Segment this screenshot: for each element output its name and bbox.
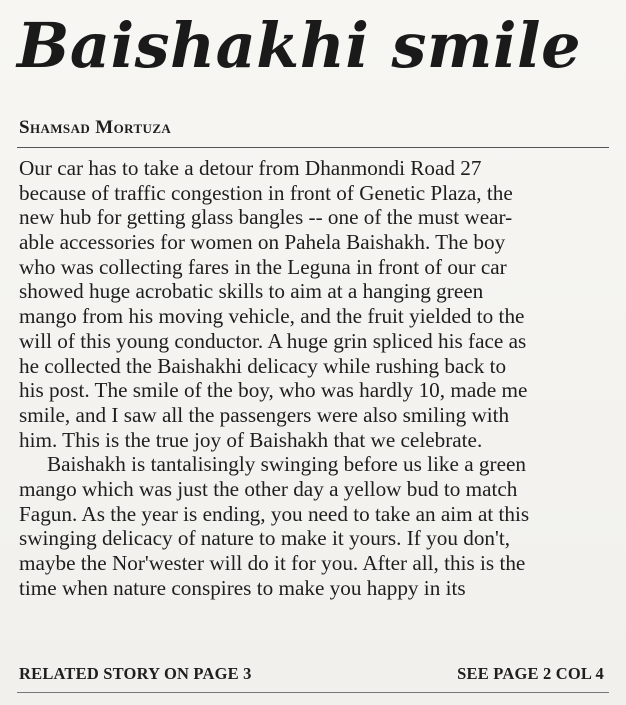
text-line: able accessories for women on Pahela Baishakh. The boy bbox=[19, 230, 506, 255]
text-line: will of this young conductor. A huge grin spliced his face as bbox=[19, 328, 527, 353]
text-line: swinging delicacy of nature to make it yours. If you don't, bbox=[19, 526, 511, 551]
text-line: his post. The smile of the boy, who was hardly 10, made me bbox=[19, 378, 528, 403]
text-line: mango from his moving vehicle, and the fruit yielded to the bbox=[19, 304, 525, 329]
related-story-reference: RELATED STORY ON PAGE 3 bbox=[19, 664, 252, 683]
text-line: showed huge acrobatic skills to aim at a hanging green bbox=[19, 279, 484, 304]
byline: Shamsad Mortuza bbox=[19, 117, 172, 138]
text-line: he collected the Baishakhi delicacy while rushing back to bbox=[19, 353, 507, 378]
text-line: him. This is the true joy of Baishakh that we celebrate. bbox=[19, 427, 483, 452]
text-line: new hub for getting glass bangles -- one of the must wear- bbox=[19, 205, 513, 230]
text-line: Baishakh is tantalisingly swinging before us like a green bbox=[47, 452, 526, 477]
bottom-rule bbox=[17, 692, 609, 693]
text-line: Fagun. As the year is ending, you need to take an aim at this bbox=[19, 501, 530, 526]
text-line: who was collecting fares in the Leguna in front of our car bbox=[19, 254, 507, 279]
text-line: mango which was just the other day a yellow bud to match bbox=[19, 476, 518, 501]
text-line: time when nature conspires to make you happy in its bbox=[19, 575, 466, 600]
text-line: because of traffic congestion in front of Genetic Plaza, the bbox=[19, 180, 513, 205]
continued-reference: SEE PAGE 2 COL 4 bbox=[457, 664, 604, 683]
text-line: Our car has to take a detour from Dhanmondi Road 27 bbox=[19, 156, 482, 180]
byline-divider bbox=[17, 147, 609, 148]
text-line: maybe the Nor'wester will do it for you. After all, this is the bbox=[19, 551, 526, 575]
article-body bbox=[19, 156, 609, 600]
text-line: smile, and I saw all the passengers were also smiling with bbox=[19, 402, 510, 427]
headline: Baishakhi smile bbox=[17, 9, 582, 82]
